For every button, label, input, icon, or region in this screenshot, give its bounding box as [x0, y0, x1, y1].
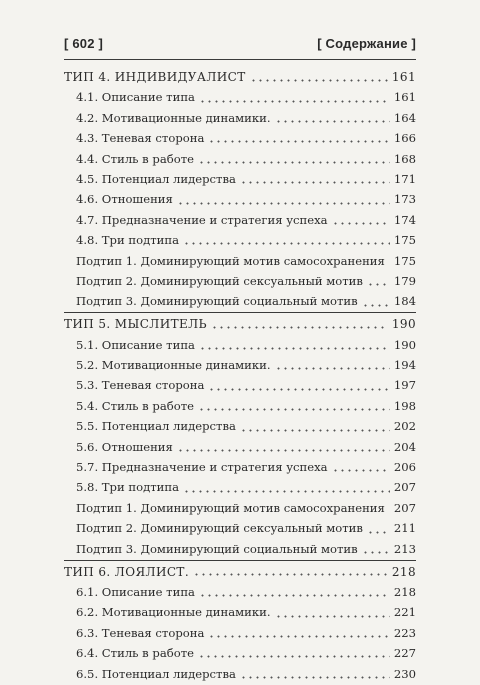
dot-leader	[199, 347, 390, 350]
toc-entry-page: 171	[393, 171, 416, 186]
dot-leader	[211, 326, 388, 329]
toc-entry-page: 164	[393, 110, 416, 125]
dot-leader	[362, 551, 390, 554]
dot-leader	[199, 594, 390, 597]
toc-entry-page: 223	[393, 625, 416, 640]
toc-entry-title: 4.6. Отношения	[76, 192, 173, 207]
toc-section-entry[interactable]	[64, 560, 416, 583]
toc-entry-title: 4.8. Три подтипа	[76, 233, 180, 248]
toc-entry[interactable]	[64, 417, 416, 437]
dot-leader	[199, 100, 390, 103]
toc-entry-page: 174	[393, 212, 416, 227]
dot-leader	[208, 635, 390, 638]
dot-leader	[240, 429, 390, 432]
table-of-contents	[64, 66, 416, 685]
section-title: [ Содержание ]	[317, 36, 416, 51]
toc-entry-page: 218	[391, 564, 416, 579]
toc-entry-title: 6.5. Потенциал лидерства	[76, 666, 236, 681]
toc-entry-page: 190	[393, 337, 416, 352]
toc-entry-title: 4.5. Потенциал лидерства	[76, 171, 236, 186]
toc-entry-page: 179	[393, 273, 416, 288]
toc-entry[interactable]	[64, 437, 416, 457]
dot-leader	[275, 367, 390, 370]
dot-leader	[177, 202, 390, 205]
toc-entry-page: 197	[393, 378, 416, 393]
toc-entry-page: 175	[393, 233, 416, 248]
dot-leader	[332, 469, 390, 472]
dot-leader	[183, 242, 390, 245]
toc-section-entry[interactable]	[64, 66, 416, 88]
toc-entry-page: 175	[393, 253, 416, 268]
toc-entry[interactable]	[64, 623, 416, 643]
toc-entry-page: 206	[393, 460, 416, 475]
toc-entry-page: 202	[393, 419, 416, 434]
toc-entry[interactable]	[64, 210, 416, 230]
dot-leader	[183, 490, 390, 493]
toc-entry-title: 5.2. Мотивационные динамики.	[76, 358, 271, 373]
page-number: [ 602 ]	[64, 36, 103, 51]
dot-leader	[193, 573, 388, 576]
toc-entry-page: 161	[393, 90, 416, 105]
toc-entry-page: 204	[393, 439, 416, 454]
toc-entry[interactable]	[64, 498, 416, 518]
dot-leader	[208, 388, 390, 391]
toc-entry-title: 6.3. Теневая сторона	[76, 625, 205, 640]
toc-entry-title: Подтип 3. Доминирующий социальный мотив	[76, 294, 358, 309]
toc-entry-page: 218	[393, 584, 416, 599]
dot-leader	[198, 161, 390, 164]
dot-leader	[198, 655, 390, 658]
toc-entry-page: 221	[393, 605, 416, 620]
toc-entry[interactable]	[64, 356, 416, 376]
toc-entry-title: 6.1. Описание типа	[76, 584, 195, 599]
toc-entry-page: 227	[393, 646, 416, 661]
toc-entry[interactable]	[64, 292, 416, 312]
toc-entry[interactable]	[64, 603, 416, 623]
toc-entry-page: 207	[393, 500, 416, 515]
dot-leader	[367, 531, 390, 534]
toc-entry[interactable]	[64, 583, 416, 603]
toc-entry[interactable]	[64, 539, 416, 559]
toc-entry-title: 5.7. Предназначение и стратегия успеха	[76, 460, 328, 475]
dot-leader	[198, 408, 390, 411]
toc-entry-title: 4.2. Мотивационные динамики.	[76, 110, 271, 125]
dot-leader	[362, 304, 390, 307]
dot-leader	[389, 510, 390, 513]
toc-entry[interactable]	[64, 644, 416, 664]
toc-entry-title: ТИП 6. ЛОЯЛИСТ.	[64, 564, 190, 579]
toc-entry-title: 4.4. Стиль в работе	[76, 151, 194, 166]
toc-entry-title: 5.8. Три подтипа	[76, 480, 180, 495]
toc-entry[interactable]	[64, 251, 416, 271]
toc-entry-title: 5.6. Отношения	[76, 439, 173, 454]
toc-entry-title: Подтип 1. Доминирующий мотив самосохранения	[76, 253, 385, 268]
toc-entry-page: 184	[393, 294, 416, 309]
toc-entry-title: ТИП 4. ИНДИВИДУАЛИСТ	[64, 70, 246, 84]
toc-entry[interactable]	[64, 335, 416, 355]
running-header	[64, 36, 416, 51]
toc-entry-title: 4.3. Теневая сторона	[76, 131, 205, 146]
toc-entry[interactable]	[64, 519, 416, 539]
toc-entry[interactable]	[64, 478, 416, 498]
toc-entry-page: 166	[393, 131, 416, 146]
toc-entry[interactable]	[64, 396, 416, 416]
toc-entry[interactable]	[64, 272, 416, 292]
dot-leader	[240, 181, 390, 184]
toc-entry-title: ТИП 5. МЫСЛИТЕЛЬ	[64, 317, 208, 332]
toc-entry-title: 6.2. Мотивационные динамики.	[76, 605, 271, 620]
toc-entry[interactable]	[64, 88, 416, 108]
toc-entry-page: 161	[391, 70, 416, 84]
header-rule	[64, 59, 416, 60]
toc-entry[interactable]	[64, 231, 416, 251]
dot-leader	[240, 676, 390, 679]
toc-entry-title: Подтип 2. Доминирующий сексуальный мотив	[76, 521, 363, 536]
toc-entry-title: 5.5. Потенциал лидерства	[76, 419, 236, 434]
dot-leader	[332, 222, 390, 225]
toc-entry[interactable]	[64, 170, 416, 190]
toc-entry[interactable]	[64, 664, 416, 684]
toc-entry-page: 198	[393, 398, 416, 413]
toc-entry-title: 5.1. Описание типа	[76, 337, 195, 352]
toc-entry[interactable]	[64, 149, 416, 169]
toc-entry[interactable]	[64, 376, 416, 396]
dot-leader	[389, 263, 390, 266]
dot-leader	[177, 449, 390, 452]
toc-entry[interactable]	[64, 129, 416, 149]
toc-entry-page: 207	[393, 480, 416, 495]
toc-entry-page: 194	[393, 358, 416, 373]
toc-section-entry[interactable]	[64, 312, 416, 335]
toc-entry-page: 168	[393, 151, 416, 166]
dot-leader	[208, 140, 390, 143]
dot-leader	[275, 615, 390, 618]
toc-entry-title: 4.7. Предназначение и стратегия успеха	[76, 212, 328, 227]
toc-entry-title: Подтип 1. Доминирующий мотив самосохранения	[76, 500, 385, 515]
toc-entry-page: 211	[393, 521, 416, 536]
toc-entry-title: 5.4. Стиль в работе	[76, 398, 194, 413]
toc-entry-page: 190	[391, 317, 416, 332]
toc-entry-title: 4.1. Описание типа	[76, 90, 195, 105]
toc-entry[interactable]	[64, 458, 416, 478]
toc-entry-page: 213	[393, 541, 416, 556]
dot-leader	[367, 283, 390, 286]
toc-entry-page: 230	[393, 666, 416, 681]
toc-entry[interactable]	[64, 190, 416, 210]
toc-entry-title: 5.3. Теневая сторона	[76, 378, 205, 393]
toc-entry[interactable]	[64, 108, 416, 128]
toc-entry-title: 6.4. Стиль в работе	[76, 646, 194, 661]
toc-entry-title: Подтип 2. Доминирующий сексуальный мотив	[76, 273, 363, 288]
toc-entry-title: Подтип 3. Доминирующий социальный мотив	[76, 541, 358, 556]
dot-leader	[250, 79, 388, 82]
dot-leader	[275, 120, 390, 123]
toc-entry-page: 173	[393, 192, 416, 207]
